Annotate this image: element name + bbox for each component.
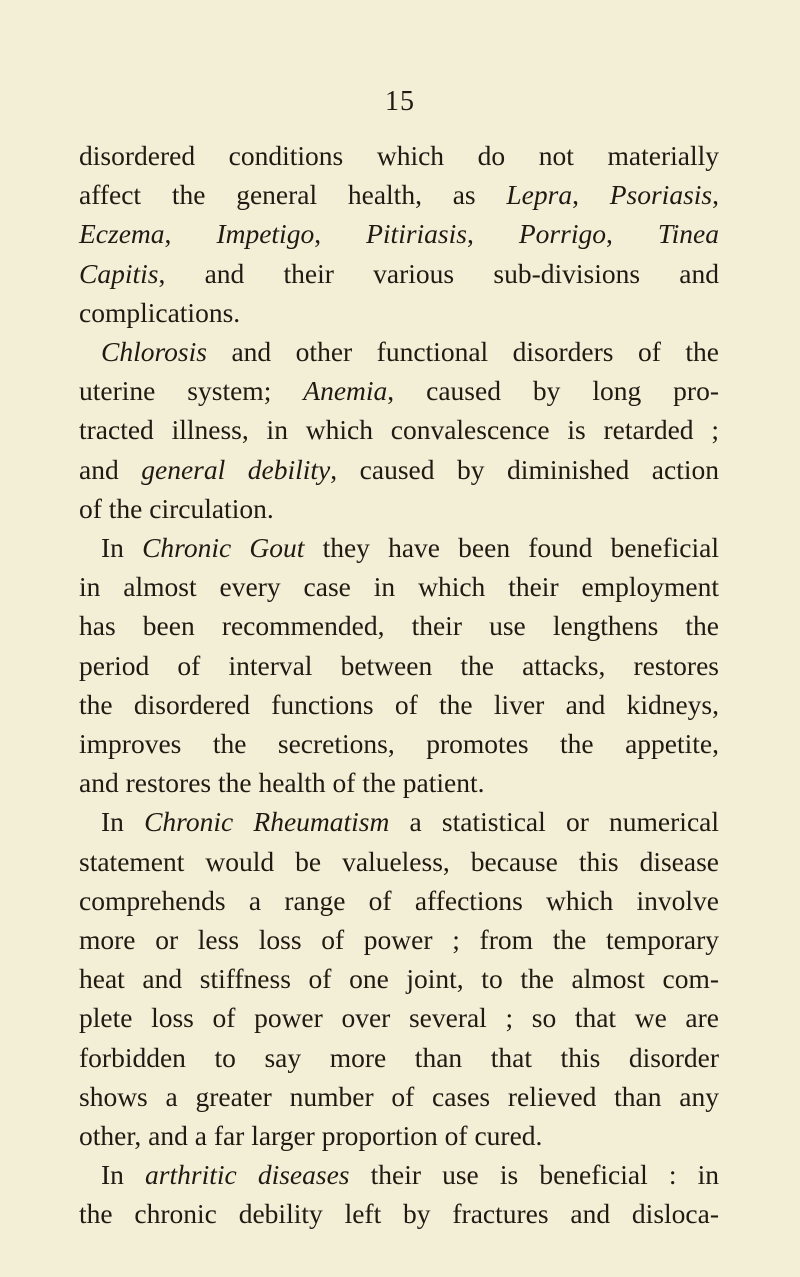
text-line [79, 959, 719, 998]
text-run: shows a greater number of cases relieved than any [79, 1080, 719, 1112]
text-run: the chronic debility left by fractures and disloca- [79, 1198, 719, 1230]
text-line [79, 136, 719, 175]
italic-term: Chronic Rheumatism [144, 806, 390, 838]
text-line [79, 881, 719, 920]
text-line [79, 410, 719, 449]
text-run: forbidden to say more than that this disorder [79, 1041, 719, 1073]
text-run: heat and stiffness of one joint, to the almost com- [79, 963, 719, 995]
text-run: and other functional disorders of the [206, 336, 719, 368]
text-run: affect the general health, as [79, 179, 507, 211]
text-line [79, 1038, 719, 1077]
text-run: In [101, 532, 143, 564]
italic-term: Impetigo [216, 218, 315, 250]
text-run: complications. [79, 296, 241, 328]
text-line [79, 293, 719, 332]
text-line [79, 920, 719, 959]
italic-term: Lepra [506, 179, 573, 211]
text-run: has been recommended, their use lengthens the [79, 610, 719, 642]
text-line [79, 332, 719, 371]
italic-term: Psoriasis [609, 179, 713, 211]
text-line [79, 724, 719, 763]
italic-term: Chlorosis [101, 336, 207, 368]
text-run: , caused by diminished action [330, 453, 719, 485]
text-run: a statistical or numerical [389, 806, 719, 838]
italic-term: arthritic diseases [145, 1159, 350, 1191]
text-run: statement would be valueless, because this disease [79, 845, 719, 877]
text-run: more or less loss of power ; from the temporary [79, 924, 719, 956]
text-run: their use is beneficial : in [349, 1159, 719, 1191]
italic-term: Chronic Gout [142, 532, 305, 564]
text-line [79, 489, 719, 528]
text-run: uterine system; [79, 375, 304, 407]
text-line [79, 528, 719, 567]
text-line [79, 685, 719, 724]
text-run: In [101, 1159, 146, 1191]
text-run: , [164, 218, 217, 250]
text-line [79, 1116, 719, 1155]
text-run: , [466, 218, 519, 250]
text-run: period of interval between the attacks, restores [79, 649, 719, 681]
italic-term: Pitiriasis [366, 218, 467, 250]
text-run: comprehends a range of affections which involve [79, 884, 719, 916]
page-number: 15 [385, 86, 415, 117]
text-run: plete loss of power over several ; so that we are [79, 1002, 719, 1034]
text-run: improves the secretions, promotes the appetite, [79, 728, 719, 760]
text-run: and restores the health of the patient. [79, 767, 485, 799]
text-line [79, 175, 719, 214]
text-line [79, 450, 719, 489]
italic-term: Capitis [79, 257, 159, 289]
text-line [79, 763, 719, 802]
text-line [79, 998, 719, 1037]
text-run: other, and a far larger proportion of cured. [79, 1120, 543, 1152]
text-run: and [79, 453, 142, 485]
text-run: , [572, 179, 610, 211]
text-line [79, 214, 719, 253]
text-line [79, 567, 719, 606]
text-run: , [712, 179, 719, 211]
text-line [79, 802, 719, 841]
italic-term: Porrigo [518, 218, 606, 250]
text-line [79, 646, 719, 685]
italic-term: Tinea [657, 218, 719, 250]
italic-term: Eczema [79, 218, 165, 250]
text-run: , [605, 218, 658, 250]
text-line [79, 1194, 719, 1233]
italic-term: general debility [141, 453, 331, 485]
text-run: , [314, 218, 367, 250]
text-line [79, 1077, 719, 1116]
italic-term: Anemia [303, 375, 388, 407]
text-run: disordered conditions which do not materially [79, 140, 719, 171]
text-run: in almost every case in which their employment [79, 571, 719, 603]
text-line [79, 371, 719, 410]
text-line [79, 842, 719, 881]
text-run: the disordered functions of the liver and kidneys, [79, 688, 719, 720]
body-text [79, 136, 719, 1234]
text-run: they have been found beneficial [304, 532, 719, 564]
text-line [79, 606, 719, 645]
text-line [79, 1155, 719, 1194]
text-run: In [101, 806, 145, 838]
text-run: , caused by long pro- [387, 375, 719, 407]
text-run: , and their various sub-divisions and [158, 257, 719, 289]
text-run: of the circulation. [79, 492, 274, 524]
text-line [79, 254, 719, 293]
text-run: tracted illness, in which convalescence is retarded ; [79, 414, 719, 446]
